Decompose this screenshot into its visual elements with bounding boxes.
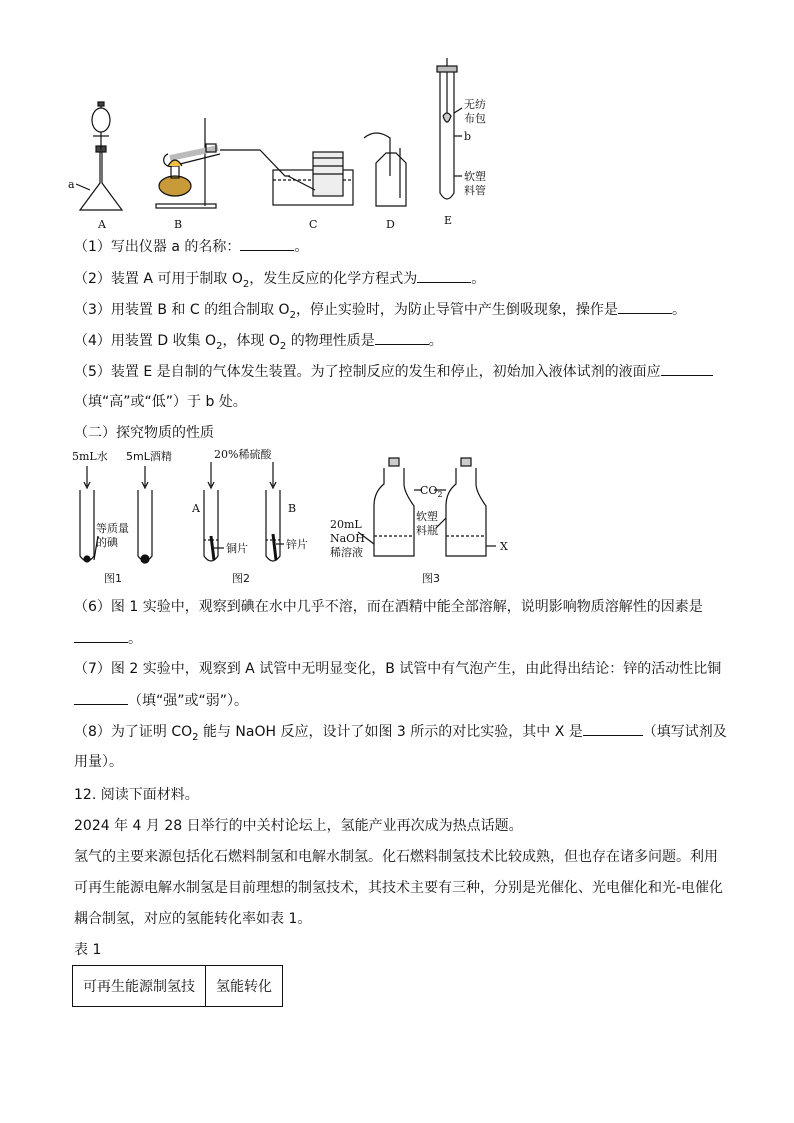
label-nonwoven-2: 布包 [464, 112, 486, 125]
answer-blank[interactable] [583, 721, 643, 736]
paragraph-2-line-3: 耦合制氢，对应的氢能转化率如表 1。 [74, 911, 312, 927]
table-caption: 表 1 [74, 942, 102, 958]
label-a: a [68, 178, 75, 191]
fig2-B: B [288, 502, 297, 515]
question-8-cont: 用量）。 [74, 754, 123, 770]
fig3-caption: 图3 [422, 572, 440, 585]
answer-blank[interactable] [74, 690, 128, 705]
question-5: （5）装置 E 是自制的气体发生装置。为了控制反应的发生和停止，初始加入液体试剂的液面应 [74, 361, 713, 382]
fig2-zinc: 锌片 [286, 538, 308, 551]
fig3-naoh-1: 20mL [330, 518, 362, 531]
experiment-figure [68, 448, 528, 588]
answer-blank[interactable] [618, 299, 672, 314]
fig2-copper: 铜片 [226, 542, 248, 555]
answer-blank[interactable] [240, 236, 294, 251]
table-1 [72, 965, 283, 1007]
fig3-bottle-1: 软塑 [416, 510, 438, 523]
question-7-cont: （填“强”或“弱”）。 [74, 690, 248, 711]
question-3: （3）用装置 B 和 C 的组合制取 $O_2$，停止实验时，为防止导管中产生倒吸现象，操作是 。 [74, 299, 686, 326]
fig2-caption: 图2 [232, 572, 250, 585]
question-5-cont: （填“高”或“低”）于 b 处。 [74, 394, 247, 410]
label-tube-1: 软塑 [464, 170, 486, 183]
question-4: （4）用装置 D 收集 $O_2$，体现 $O_2$ 的物理性质是 。 [74, 330, 443, 357]
fig3-naoh-2: NaOH [330, 532, 365, 545]
paragraph-2-line-1: 氢气的主要来源包括化石燃料制氢和电解水制氢。化石燃料制氢技术比较成熟，但也存在诸多问题。利用 [74, 849, 718, 865]
question-6: （6）图 1 实验中，观察到碘在水中几乎不溶，而在酒精中能全部溶解，说明影响物质溶解性的因素是 [74, 599, 703, 615]
label-A: A [98, 218, 106, 231]
label-D: D [386, 218, 395, 231]
apparatus-figure [60, 58, 510, 233]
paragraph-2-line-2: 可再生能源电解水制氢是目前理想的制氢技术，其技术主要有三种，分别是光催化、光电催化和光-电催化 [74, 880, 724, 896]
fig3-x: X [500, 540, 508, 553]
answer-blank[interactable] [74, 628, 128, 643]
answer-blank[interactable] [661, 361, 713, 376]
fig1-alcohol: 5mL酒精 [126, 450, 172, 463]
answer-blank[interactable] [375, 330, 429, 345]
fig3-bottle-2: 料瓶 [416, 524, 438, 537]
paragraph-1: 2024 年 4 月 28 日举行的中关村论坛上，氢能产业再次成为热点话题。 [74, 818, 523, 834]
table-header-cell: 氢能转化 [206, 966, 283, 1007]
fig2-A: A [192, 502, 200, 515]
table-row [73, 966, 283, 1007]
label-E: E [444, 214, 453, 227]
fig1-iodine-1: 等质量 [96, 522, 129, 535]
question-8: （8）为了证明 $CO_2$ 能与 NaOH 反应，设计了如图 3 所示的对比实验，其中 X 是 （填写试剂及 [74, 721, 727, 748]
fig1-water: 5mL水 [72, 450, 108, 463]
fig3-naoh-3: 稀溶液 [330, 546, 363, 559]
fig1-iodine-2: 的碘 [96, 536, 118, 549]
label-nonwoven-1: 无纺 [464, 98, 486, 111]
table-header-cell: 可再生能源制氢技 [73, 966, 206, 1007]
label-C: C [309, 218, 318, 231]
question-12: 12. 阅读下面材料。 [74, 787, 199, 803]
question-7: （7）图 2 实验中，观察到 A 试管中无明显变化，B 试管中有气泡产生，由此得出结论：锌的活动性比铜 [74, 661, 722, 677]
question-1: （1）写出仪器 a 的名称： 。 [74, 236, 308, 257]
section-heading: （二）探究物质的性质 [74, 425, 214, 441]
fig1-caption: 图1 [104, 572, 122, 585]
fig3-co2: $CO_2$ [420, 484, 443, 499]
label-B: B [174, 218, 183, 231]
label-tube-2: 料管 [464, 184, 486, 197]
question-2: （2）装置 A 可用于制取 $O_2$，发生反应的化学方程式为 。 [74, 268, 485, 295]
fig2-acid: 20%稀硫酸 [214, 448, 272, 461]
label-b: b [464, 130, 472, 143]
answer-blank[interactable] [417, 268, 471, 283]
question-6-cont: 。 [74, 628, 142, 649]
